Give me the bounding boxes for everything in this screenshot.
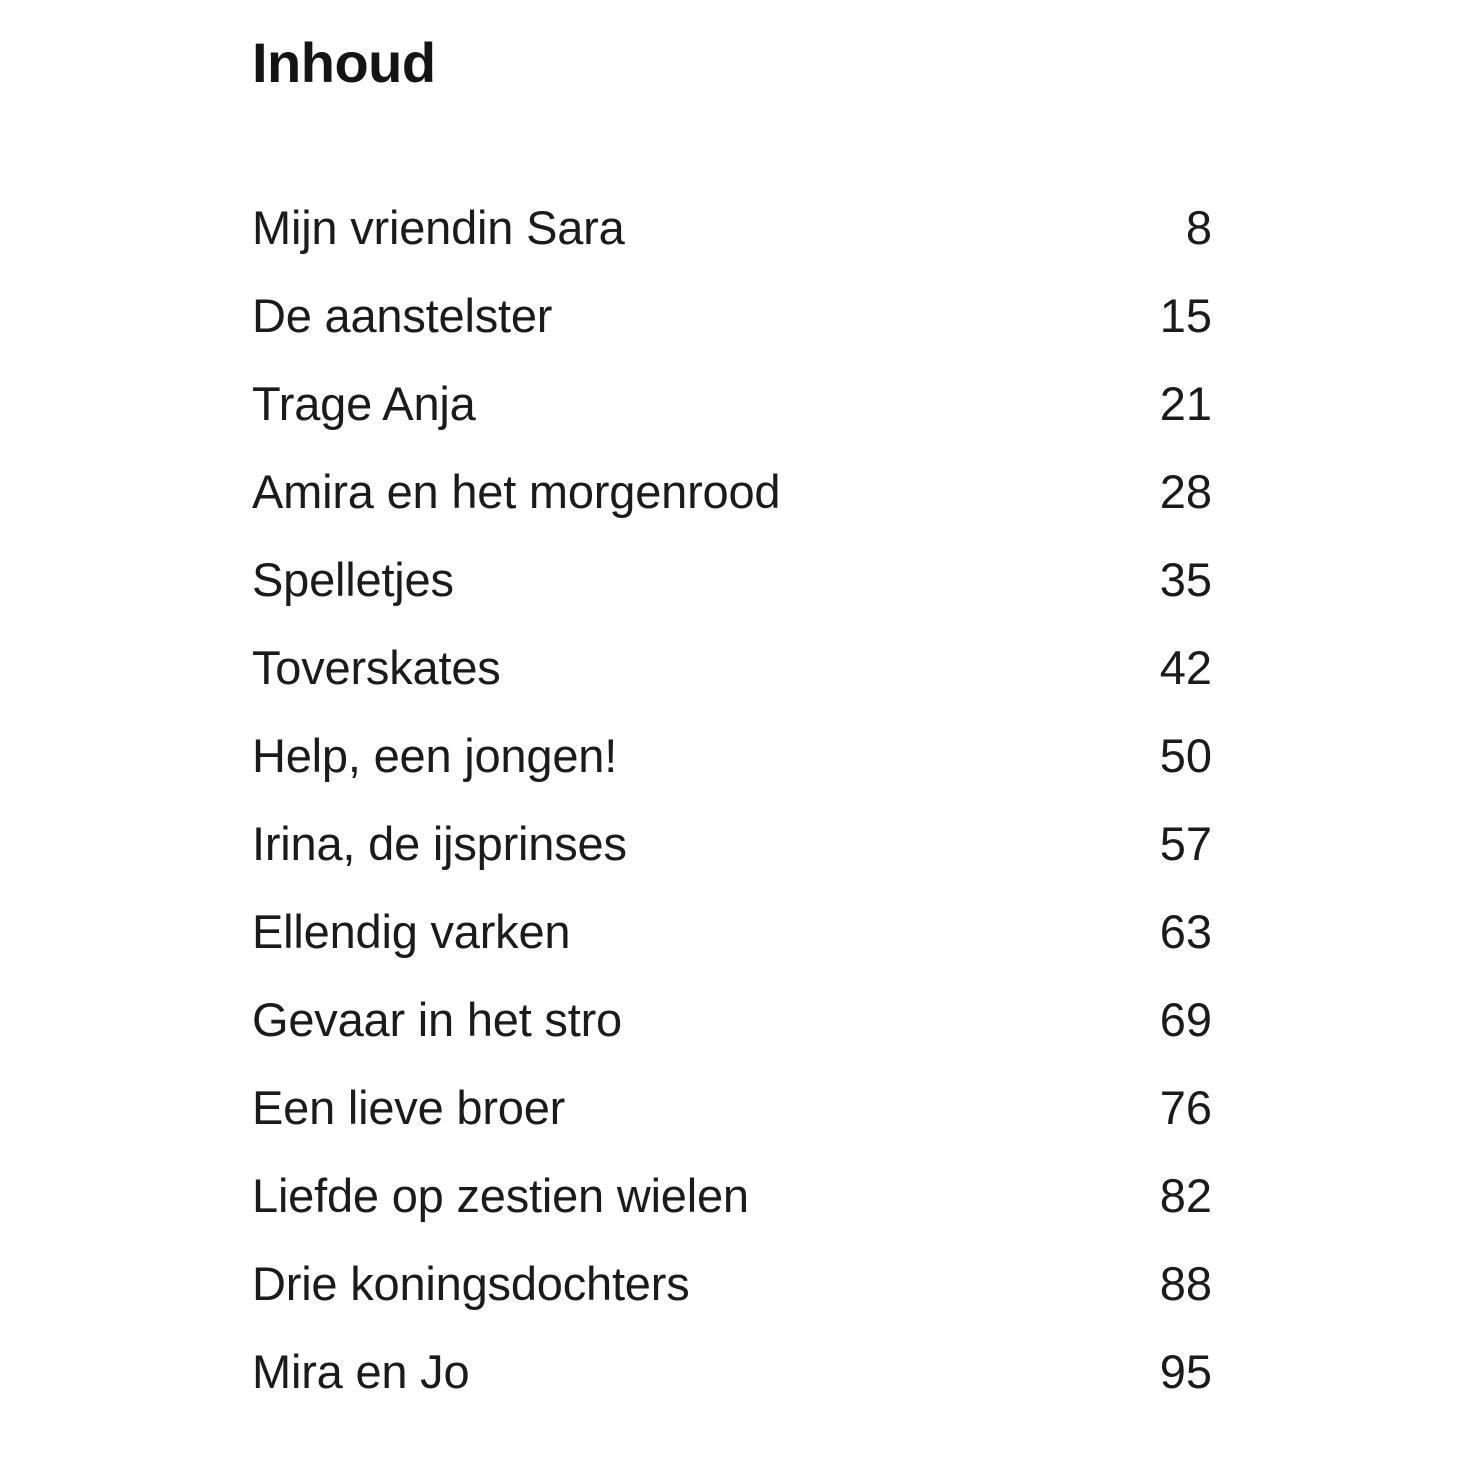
toc-entry-page: 69 (1159, 993, 1212, 1046)
list-item (252, 1168, 1212, 1256)
toc-entry-page: 21 (1159, 377, 1212, 430)
toc-entry-label: Spelletjes (252, 553, 454, 606)
list-item (252, 376, 1212, 464)
toc-entry-page: 42 (1159, 641, 1212, 694)
toc-entry-label: Ellendig varken (252, 905, 571, 958)
list-item (252, 728, 1212, 816)
toc-entry-page: 8 (1185, 201, 1212, 254)
list-item (252, 464, 1212, 552)
list-item (252, 1080, 1212, 1168)
toc-entry-page: 88 (1159, 1257, 1212, 1310)
toc-entry-label: Liefde op zestien wielen (252, 1169, 749, 1222)
toc-entry-label: Toverskates (252, 641, 501, 694)
toc-entry-page: 95 (1159, 1345, 1212, 1398)
toc-entry-page: 82 (1159, 1169, 1212, 1222)
toc-entry-label: Mijn vriendin Sara (252, 201, 625, 254)
list-item (252, 904, 1212, 992)
toc-entry-label: Drie koningsdochters (252, 1257, 690, 1310)
list-item (252, 640, 1212, 728)
list-item (252, 1256, 1212, 1344)
list-item (252, 288, 1212, 376)
toc-entry-page: 76 (1159, 1081, 1212, 1134)
toc-entry-label: Amira en het morgenrood (252, 465, 781, 518)
list-item (252, 816, 1212, 904)
toc-entry-page: 57 (1159, 817, 1212, 870)
toc-entry-page: 15 (1159, 289, 1212, 342)
toc-entry-label: Trage Anja (252, 377, 476, 430)
table-of-contents-list (252, 200, 1212, 1432)
page-title: Inhoud (252, 31, 436, 94)
toc-entry-label: Mira en Jo (252, 1345, 470, 1398)
list-item (252, 200, 1212, 288)
list-item (252, 992, 1212, 1080)
toc-entry-label: De aanstelster (252, 289, 553, 342)
list-item (252, 1344, 1212, 1432)
toc-entry-page: 28 (1159, 465, 1212, 518)
toc-entry-label: Help, een jongen! (252, 729, 618, 782)
toc-entry-page: 35 (1159, 553, 1212, 606)
toc-entry-page: 63 (1159, 905, 1212, 958)
toc-entry-page: 50 (1159, 729, 1212, 782)
list-item (252, 552, 1212, 640)
toc-entry-label: Irina, de ijsprinses (252, 817, 627, 870)
toc-entry-label: Gevaar in het stro (252, 993, 622, 1046)
toc-entry-label: Een lieve broer (252, 1081, 566, 1134)
